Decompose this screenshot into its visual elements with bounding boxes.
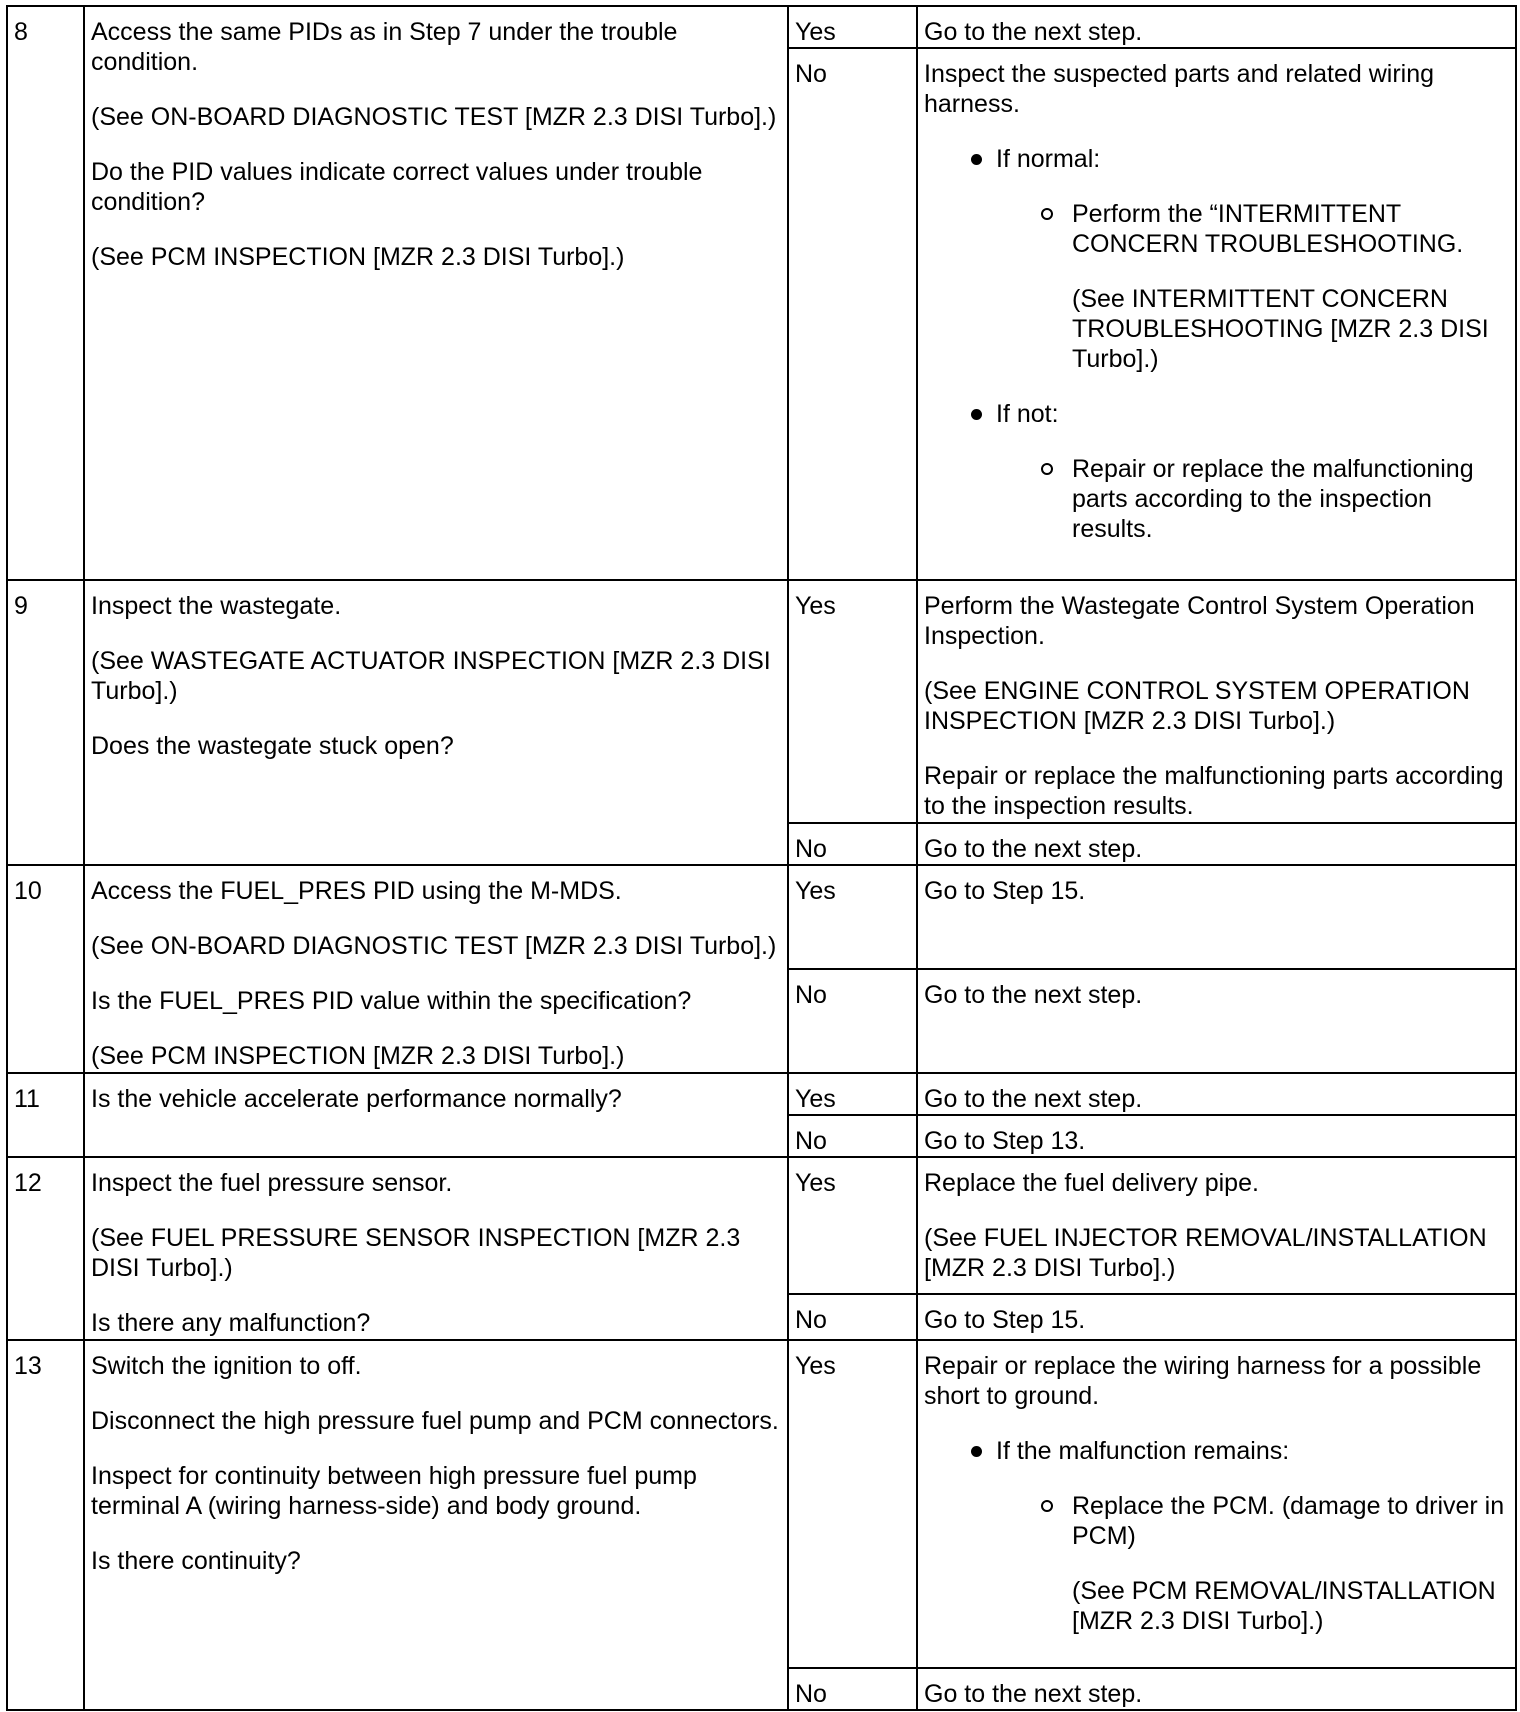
desc-reference: (See ON-BOARD DIAGNOSTIC TEST [MZR 2.3 DISI Turbo].) [91, 932, 777, 960]
no-label: No [788, 823, 917, 865]
yes-action: Go to Step 15. [917, 865, 1516, 969]
step-number: 8 [7, 6, 84, 580]
desc-reference: (See PCM INSPECTION [MZR 2.3 DISI Turbo].) [91, 243, 625, 271]
desc-text: Access the FUEL_PRES PID using the M-MDS. [91, 877, 622, 905]
desc-question: Is there any malfunction? [91, 1309, 371, 1337]
no-action: Go to Step 13. [917, 1115, 1516, 1157]
no-action [917, 48, 1516, 580]
desc-text: Switch the ignition to off. [91, 1352, 362, 1380]
yes-action: Go to the next step. [917, 1073, 1516, 1115]
step-description [84, 580, 788, 865]
desc-question: Does the wastegate stuck open? [91, 732, 454, 760]
no-action: Go to the next step. [917, 969, 1516, 1073]
no-label: No [788, 969, 917, 1073]
yes-label: Yes [788, 1157, 917, 1294]
yes-label: Yes [788, 865, 917, 969]
table-row [7, 1073, 1516, 1115]
step-description [84, 6, 788, 580]
desc-question: Is there continuity? [91, 1547, 301, 1575]
sub-reference: (See PCM REMOVAL/INSTALLATION [MZR 2.3 DISI Turbo].) [1072, 1577, 1496, 1635]
table-row [7, 6, 1516, 48]
yes-action [917, 580, 1516, 823]
desc-question: Do the PID values indicate correct values under trouble condition? [91, 158, 703, 216]
action-intro: Inspect the suspected parts and related wiring harness. [924, 60, 1435, 118]
step-number: 13 [7, 1340, 84, 1710]
no-label: No [788, 1668, 917, 1710]
step-number: 10 [7, 865, 84, 1073]
action-text: Perform the Wastegate Control System Operation Inspection. [924, 592, 1475, 650]
step-number: 11 [7, 1073, 84, 1157]
desc-reference: (See ON-BOARD DIAGNOSTIC TEST [MZR 2.3 DISI Turbo].) [91, 103, 777, 131]
desc-reference: (See WASTEGATE ACTUATOR INSPECTION [MZR 2.3 DISI Turbo].) [91, 647, 771, 705]
desc-reference: (See PCM INSPECTION [MZR 2.3 DISI Turbo].) [91, 1042, 625, 1070]
step-description [84, 865, 788, 1073]
yes-label: Yes [788, 1340, 917, 1668]
bullet-item: If not: [924, 399, 1509, 429]
step-description: Is the vehicle accelerate performance normally? [84, 1073, 788, 1157]
table-row [7, 1157, 1516, 1294]
desc-text: Access the same PIDs as in Step 7 under the trouble condition. [91, 18, 678, 76]
table-row [7, 865, 1516, 969]
sub-bullet-item: Perform the “INTERMITTENT CONCERN TROUBLESHOOTING. [924, 199, 1509, 259]
yes-label: Yes [788, 1073, 917, 1115]
action-text: Repair or replace the malfunctioning parts according to the inspection results. [924, 762, 1504, 820]
desc-reference: (See FUEL PRESSURE SENSOR INSPECTION [MZR 2.3 DISI Turbo].) [91, 1224, 741, 1282]
no-action: Go to the next step. [917, 1668, 1516, 1710]
no-action: Go to Step 15. [917, 1294, 1516, 1340]
table-row [7, 580, 1516, 823]
action-reference: (See ENGINE CONTROL SYSTEM OPERATION INSPECTION [MZR 2.3 DISI Turbo].) [924, 677, 1470, 735]
step-description [84, 1340, 788, 1710]
action-reference: (See FUEL INJECTOR REMOVAL/INSTALLATION [MZR 2.3 DISI Turbo].) [924, 1224, 1487, 1282]
sub-bullet-item: Repair or replace the malfunctioning parts according to the inspection results. [924, 454, 1509, 544]
no-label: No [788, 48, 917, 580]
step-description [84, 1157, 788, 1340]
step-number: 12 [7, 1157, 84, 1340]
action-text: Replace the fuel delivery pipe. [924, 1169, 1259, 1197]
bullet-item: If the malfunction remains: [924, 1436, 1509, 1466]
table-row [7, 1340, 1516, 1668]
sub-bullet-item: Replace the PCM. (damage to driver in PCM) [924, 1491, 1509, 1551]
desc-question: Is the FUEL_PRES PID value within the specification? [91, 987, 692, 1015]
no-action: Go to the next step. [917, 823, 1516, 865]
yes-action [917, 1157, 1516, 1294]
yes-action: Go to the next step. [917, 6, 1516, 48]
no-label: No [788, 1115, 917, 1157]
yes-action [917, 1340, 1516, 1668]
step-number: 9 [7, 580, 84, 865]
desc-text: Inspect the wastegate. [91, 592, 342, 620]
sub-reference: (See INTERMITTENT CONCERN TROUBLESHOOTING [MZR 2.3 DISI Turbo].) [1072, 285, 1489, 373]
desc-text: Inspect the fuel pressure sensor. [91, 1169, 453, 1197]
action-intro: Repair or replace the wiring harness for a possible short to ground. [924, 1352, 1482, 1410]
no-label: No [788, 1294, 917, 1340]
bullet-item: If normal: [924, 144, 1509, 174]
yes-label: Yes [788, 580, 917, 823]
desc-text: Inspect for continuity between high pressure fuel pump terminal A (wiring harness-side) and body ground. [91, 1462, 697, 1520]
troubleshooting-table [6, 5, 1517, 1711]
yes-label: Yes [788, 6, 917, 48]
desc-text: Disconnect the high pressure fuel pump and PCM connectors. [91, 1407, 779, 1435]
